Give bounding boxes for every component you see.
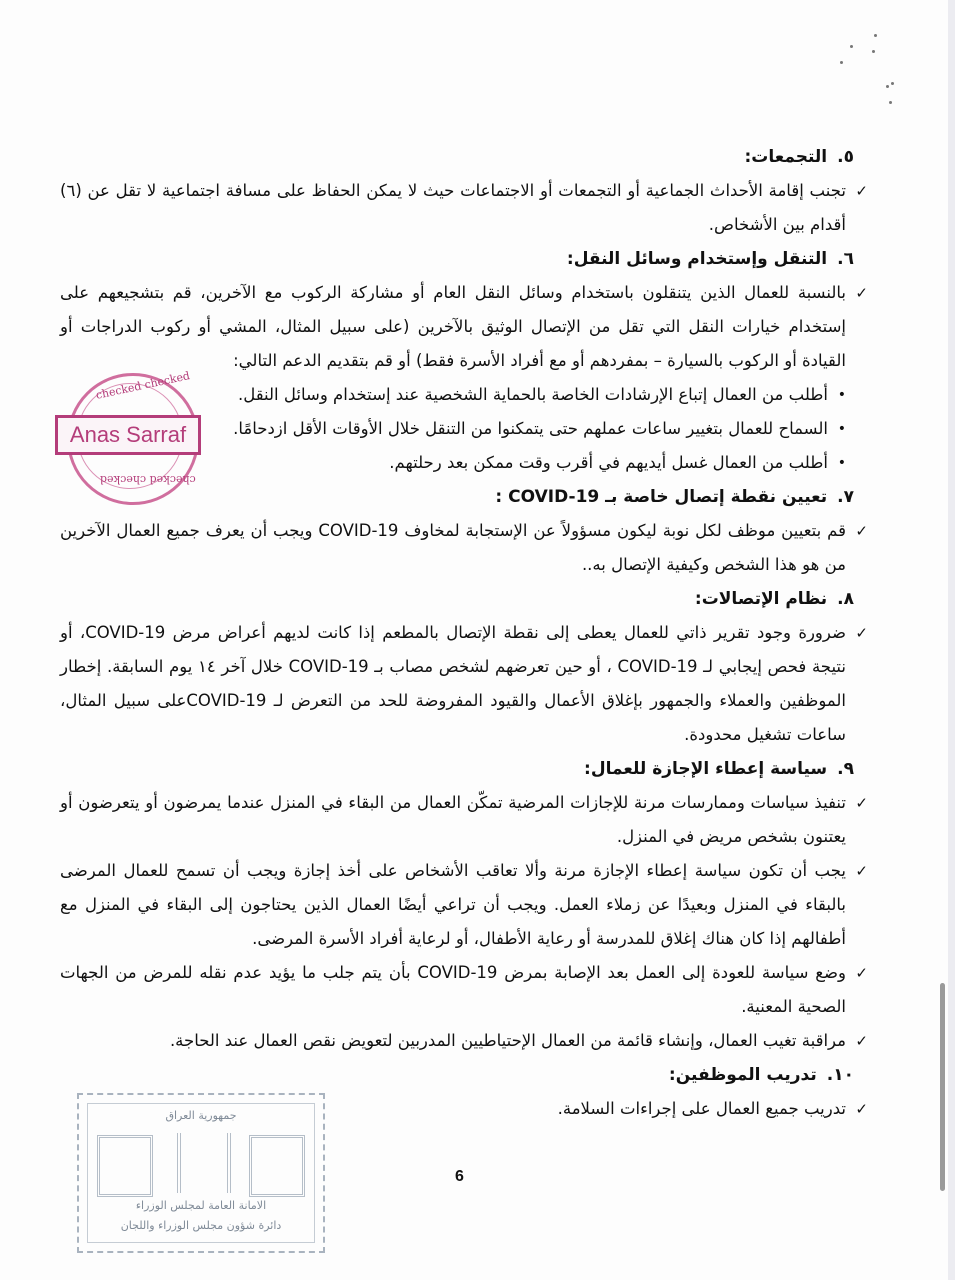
item-text: أطلب من العمال إتباع الإرشادات الخاصة بالحماية الشخصية عند إستخدام وسائل النقل. — [237, 385, 828, 404]
section-number: ٧. — [837, 487, 854, 507]
bullet-icon: • — [837, 387, 846, 403]
item-text: أطلب من العمال غسل أيديهم في أقرب وقت ممكن بعد رحلتهم. — [389, 453, 828, 472]
section-number: ٦. — [837, 249, 854, 269]
section-number: ٩. — [837, 759, 854, 779]
stamp-line-1: الامانة العامة لمجلس الوزراء — [135, 1199, 267, 1212]
stamp-emblem-icon — [177, 1133, 231, 1193]
item-text: تدريب جميع العمال على إجراءات السلامة. — [557, 1099, 846, 1118]
section-heading — [60, 140, 854, 174]
item-text: يجب أن تكون سياسة إعطاء الإجازة مرنة وألا تعاقب الأشخاص على أخذ إجازة ويجب أن تسمح للعمال المرضى بالبقاء في المنزل وبعيدًا عن زملاء العمل. ويجب أن تراعي أيضًا العمال الذين يحتاجون إلى البقاء في المنزل مع أطفالهم إذا كان هناك إغلاق للمدرسة أو رعاية الأطفال، أو لرعاية أفراد الأسرة المرضى. — [60, 861, 846, 948]
stamp-line-2: دائرة شؤون مجلس الوزراء واللجان — [120, 1219, 282, 1232]
document-body — [60, 140, 868, 1126]
item-text: تنفيذ سياسات وممارسات مرنة للإجازات المرضية تمكّن العمال من البقاء في المنزل عندما يمرضون أو يتعرضون أو يعتنون بشخص مريض في المنزل. — [60, 793, 846, 846]
item-text: وضع سياسة للعودة إلى العمل بعد الإصابة بمرض COVID-19 بأن يتم جلب ما يؤيد عدم نقله للمرض من الجهات الصحية المعنية. — [60, 963, 847, 1016]
checklist-item — [60, 174, 868, 242]
section-number: ٥. — [837, 147, 854, 167]
item-text: السماح للعمال بتغيير ساعات عملهم حتى يتمكنوا من التنقل خلال الأوقات الأقل ازدحامًا. — [233, 419, 828, 438]
government-stamp — [77, 1093, 325, 1253]
section-title: سياسة إعطاء الإجازة للعمال: — [584, 759, 828, 779]
section-heading — [60, 582, 854, 616]
section-heading — [60, 752, 854, 786]
stamp-header-text: جمهورية العراق — [165, 1109, 237, 1122]
checkmark-icon: ✓ — [855, 862, 868, 880]
item-text: ضرورة وجود تقرير ذاتي للعمال يعطى إلى نقطة الإتصال بالمطعم إذا كانت لديهم أعراض مرض COVID-19، أو نتيجة فحص إيجابي لـ COVID-19 ، أو حين تعرضهم لشخص مصاب بـ COVID-19 خلال آخر ١٤ يوم السابقة. إخطار الموظفين والعملاء والجمهور بإغلاق الأعمال والقيود المفروضة للحد من التعرض لـ COVID-19على سبيل المثال، ساعات تشغيل محدودة. — [60, 623, 847, 744]
section-title: نظام الإتصالات: — [694, 589, 828, 609]
section-title: تعيين نقطة إتصال خاصة بـ COVID-19 : — [495, 487, 828, 507]
section-number: ١٠. — [826, 1065, 854, 1085]
checkmark-icon: ✓ — [855, 182, 868, 200]
checklist-item — [60, 956, 868, 1024]
checkmark-icon: ✓ — [855, 284, 868, 302]
section-title: التنقل وإستخدام وسائل النقل: — [566, 249, 828, 269]
section-heading — [60, 242, 854, 276]
checkmark-icon: ✓ — [855, 522, 868, 540]
checklist-item — [60, 1024, 868, 1058]
scrollbar-thumb[interactable] — [940, 983, 945, 1191]
page-number: 6 — [455, 1168, 464, 1185]
checklist-item — [60, 786, 868, 854]
checklist-item — [60, 276, 868, 378]
viewer-margin — [948, 0, 955, 1280]
checkmark-icon: ✓ — [855, 1100, 868, 1118]
reviewer-stamp — [55, 369, 205, 513]
item-text: بالنسبة للعمال الذين يتنقلون باستخدام وسائل النقل العام أو مشاركة الركوب مع الآخرين، قم بتشجيعهم على إستخدام خيارات النقل التي تقل من الإتصال الوثيق بالآخرين (على سبيل المثال، المشي أو ركوب الدراجات أو القيادة أو الركوب بالسيارة – بمفردهم أو مع أفراد الأسرة فقط) أو قم بتقديم الدعم التالي: — [60, 283, 846, 370]
section-title: التجمعات: — [744, 147, 828, 167]
stamp-emblem-right — [249, 1135, 305, 1197]
item-text: تجنب إقامة الأحداث الجماعية أو التجمعات أو الاجتماعات حيث لا يمكن الحفاظ على مسافة اجتماعية لا تقل عن (٦) أقدام بين الأشخاص. — [60, 181, 846, 234]
checkmark-icon: ✓ — [855, 1032, 868, 1050]
stamp-emblem-left — [97, 1135, 153, 1197]
checklist-item — [60, 854, 868, 956]
scan-specks — [840, 30, 900, 110]
bullet-icon: • — [837, 455, 846, 471]
item-text: قم بتعيين موظف لكل نوبة ليكون مسؤولاً عن الإستجابة لمخاوف COVID-19 ويجب أن يعرف جميع العمال الآخرين من هو هذا الشخص وكيفية الإتصال به.. — [60, 521, 847, 574]
section-title: تدريب الموظفين: — [668, 1065, 817, 1085]
stamp-name: Anas Sarraf — [55, 415, 201, 455]
item-text: مراقبة تغيب العمال، وإنشاء قائمة من العمال الإحتياطيين المدربين لتعويض نقص العمال عند الحاجة. — [169, 1031, 846, 1050]
checklist-item — [60, 616, 868, 752]
stamp-ring-text-bottom: checked checked — [100, 473, 196, 486]
checkmark-icon: ✓ — [855, 794, 868, 812]
section-heading — [60, 1058, 854, 1092]
checklist-item — [60, 514, 868, 582]
checkmark-icon: ✓ — [855, 964, 868, 982]
checkmark-icon: ✓ — [855, 624, 868, 642]
stamp-ring-text-top: checked checked — [94, 369, 192, 402]
section-number: ٨. — [837, 589, 854, 609]
bullet-icon: • — [837, 421, 846, 437]
